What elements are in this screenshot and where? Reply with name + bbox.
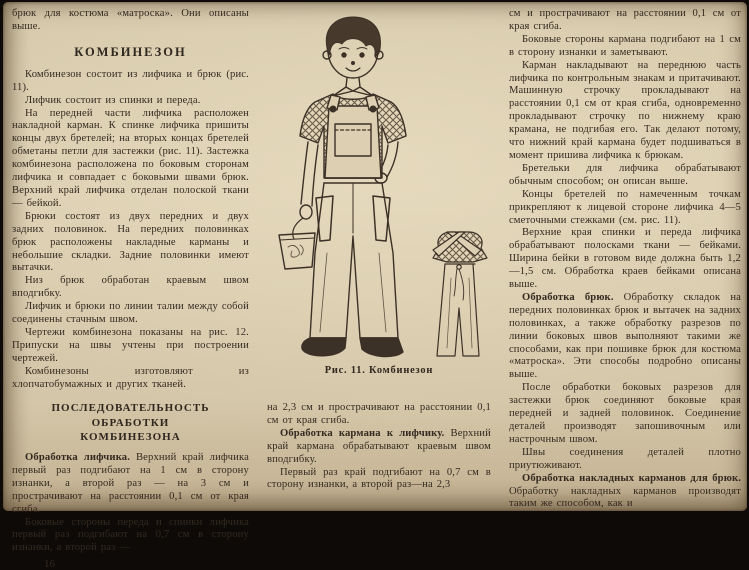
overalls-back-view	[433, 232, 487, 356]
right-column	[509, 8, 741, 511]
paragraph: Первый раз край подгибают на 0,7 см в сторону изнанки, а второй раз—на 2,3	[266, 466, 491, 491]
paragraph: Комбинезон состоит из лифчика и брюк (рис. 11).	[12, 68, 249, 93]
paragraph: на 2,3 см и прострачивают на расстоянии 0,1 см от края сгиба.	[266, 402, 491, 426]
middle-column-text	[267, 402, 491, 492]
paragraph: Обработка лифчика. Верхний край лифчика первый раз подгибают на 1 см в сторону изнанки, а второй раз — на 3 см и прострачивают на расстоянии 0,1 см от края сгиба.	[12, 451, 249, 515]
paragraph: Карман накладывают на переднюю часть лифчика по контрольным знакам и притачивают. Машинную строчку прокладывают на расстоянии 0,1 см от края сгиба, одновременно прокладывают строчку по нижнему краю крамана, не подгибая его. Так делают потому, что нижний край кармана будет подшиваться в момент пришива лифчика к брюкам.	[508, 59, 741, 161]
section-heading-sequence: ПОСЛЕДОВАТЕЛЬНОСТЬ ОБРАБОТКИ КОМБИНЕЗОНА	[51, 402, 210, 444]
paragraph: брюк для костюма «матроска». Они описаны выше.	[12, 8, 249, 32]
figure-caption: Рис. 11. Комбинезон	[324, 365, 434, 376]
book-page	[3, 2, 747, 570]
paragraph: После обработки боковых разрезов для застежки брюк соединяют боковые края передней и задней половинок. Соединение деталей производят запошивочным или настрочным швом.	[508, 382, 741, 445]
page-columns	[3, 2, 747, 570]
paragraph: см и прострачивают на расстоянии 0,1 см от края сгиба.	[508, 8, 741, 32]
paragraph: Обработка брюк. Обработку складок на передних половинках брюк и вытачек на задних половинках, а также обработку разрезов по линии боковых швов выполняют такими же способами, как при пошивке брюк для костюма «матроска». Эти способы подробно описаны выше.	[508, 291, 741, 381]
paragraph: Бретельки для лифчика обрабатывают обычным способом; он описан выше.	[508, 162, 741, 187]
paragraph: Комбинезоны изготовляют из хлопчатобумажных и других тканей.	[12, 365, 249, 390]
paragraph: Верхние края спинки и переда лифчика обрабатывают полосками ткани — бейками. Ширина бейки в готовом виде должна быть 1,2—1,5 см. Обработка краев бейками описана выше.	[508, 227, 741, 291]
left-column	[12, 8, 249, 570]
page-number: 16	[44, 558, 55, 570]
paragraph: Боковые стороны переда и спинки лифчика первый раз подгибают на 0,7 см в сторону изнанки, а второй раз —	[12, 516, 249, 554]
paragraph: Чертежи комбинезона показаны на рис. 12. Припуски на швы учтены при построении чертежей.	[12, 326, 249, 364]
paragraph: Низ брюк обработан краевым швом вподгибку.	[12, 275, 249, 300]
section-heading-kombinezon: КОМБИНЕЗОН	[74, 44, 187, 59]
paragraph: Швы соединения деталей плотно приутюживают.	[508, 446, 741, 471]
paragraph: Боковые стороны кармана подгибают на 1 см в сторону изнанки и заметывают.	[508, 33, 741, 58]
paragraph: Концы бретелей по намеченным точкам прикрепляют к лицевой стороне лифчика 4—5 сметочными стежками (см. рис. 11).	[508, 188, 741, 226]
paragraph: На передней части лифчика расположен накладной карман. К спинке лифчика пришиты концы двух бретелей; на вторых концах бретелей обметаны петли для застежки (рис. 11). Застежка комбинезона расположена по боковым сторонам лифчика и совпадает с боковыми швами брюк. Верхний край лифчика отделан полоской ткани — бейкой.	[12, 107, 249, 209]
paragraph: Брюки состоят из двух передних и двух задних половинок. На передних половинках брюк расположены накладные карманы и небольшие складки. Задние половинки имеют вытачки.	[12, 210, 249, 274]
paragraph: Обработка накладных карманов для брюк. Обработку накладных карманов производят таким же способом, как и	[508, 472, 741, 510]
figure-boy-overalls-illustration	[267, 8, 491, 360]
paragraph: Лифчик состоит из спинки и переда.	[25, 94, 201, 106]
paragraph: Лифчик и брюки по линии талии между собой соединены стачным швом.	[12, 301, 249, 326]
middle-column	[267, 8, 491, 511]
paragraph: Обработка кармана к лифчику. Верхний край кармана обрабатывают краевым швом вподгибку.	[266, 427, 491, 465]
figure-11-drawing	[267, 8, 491, 360]
